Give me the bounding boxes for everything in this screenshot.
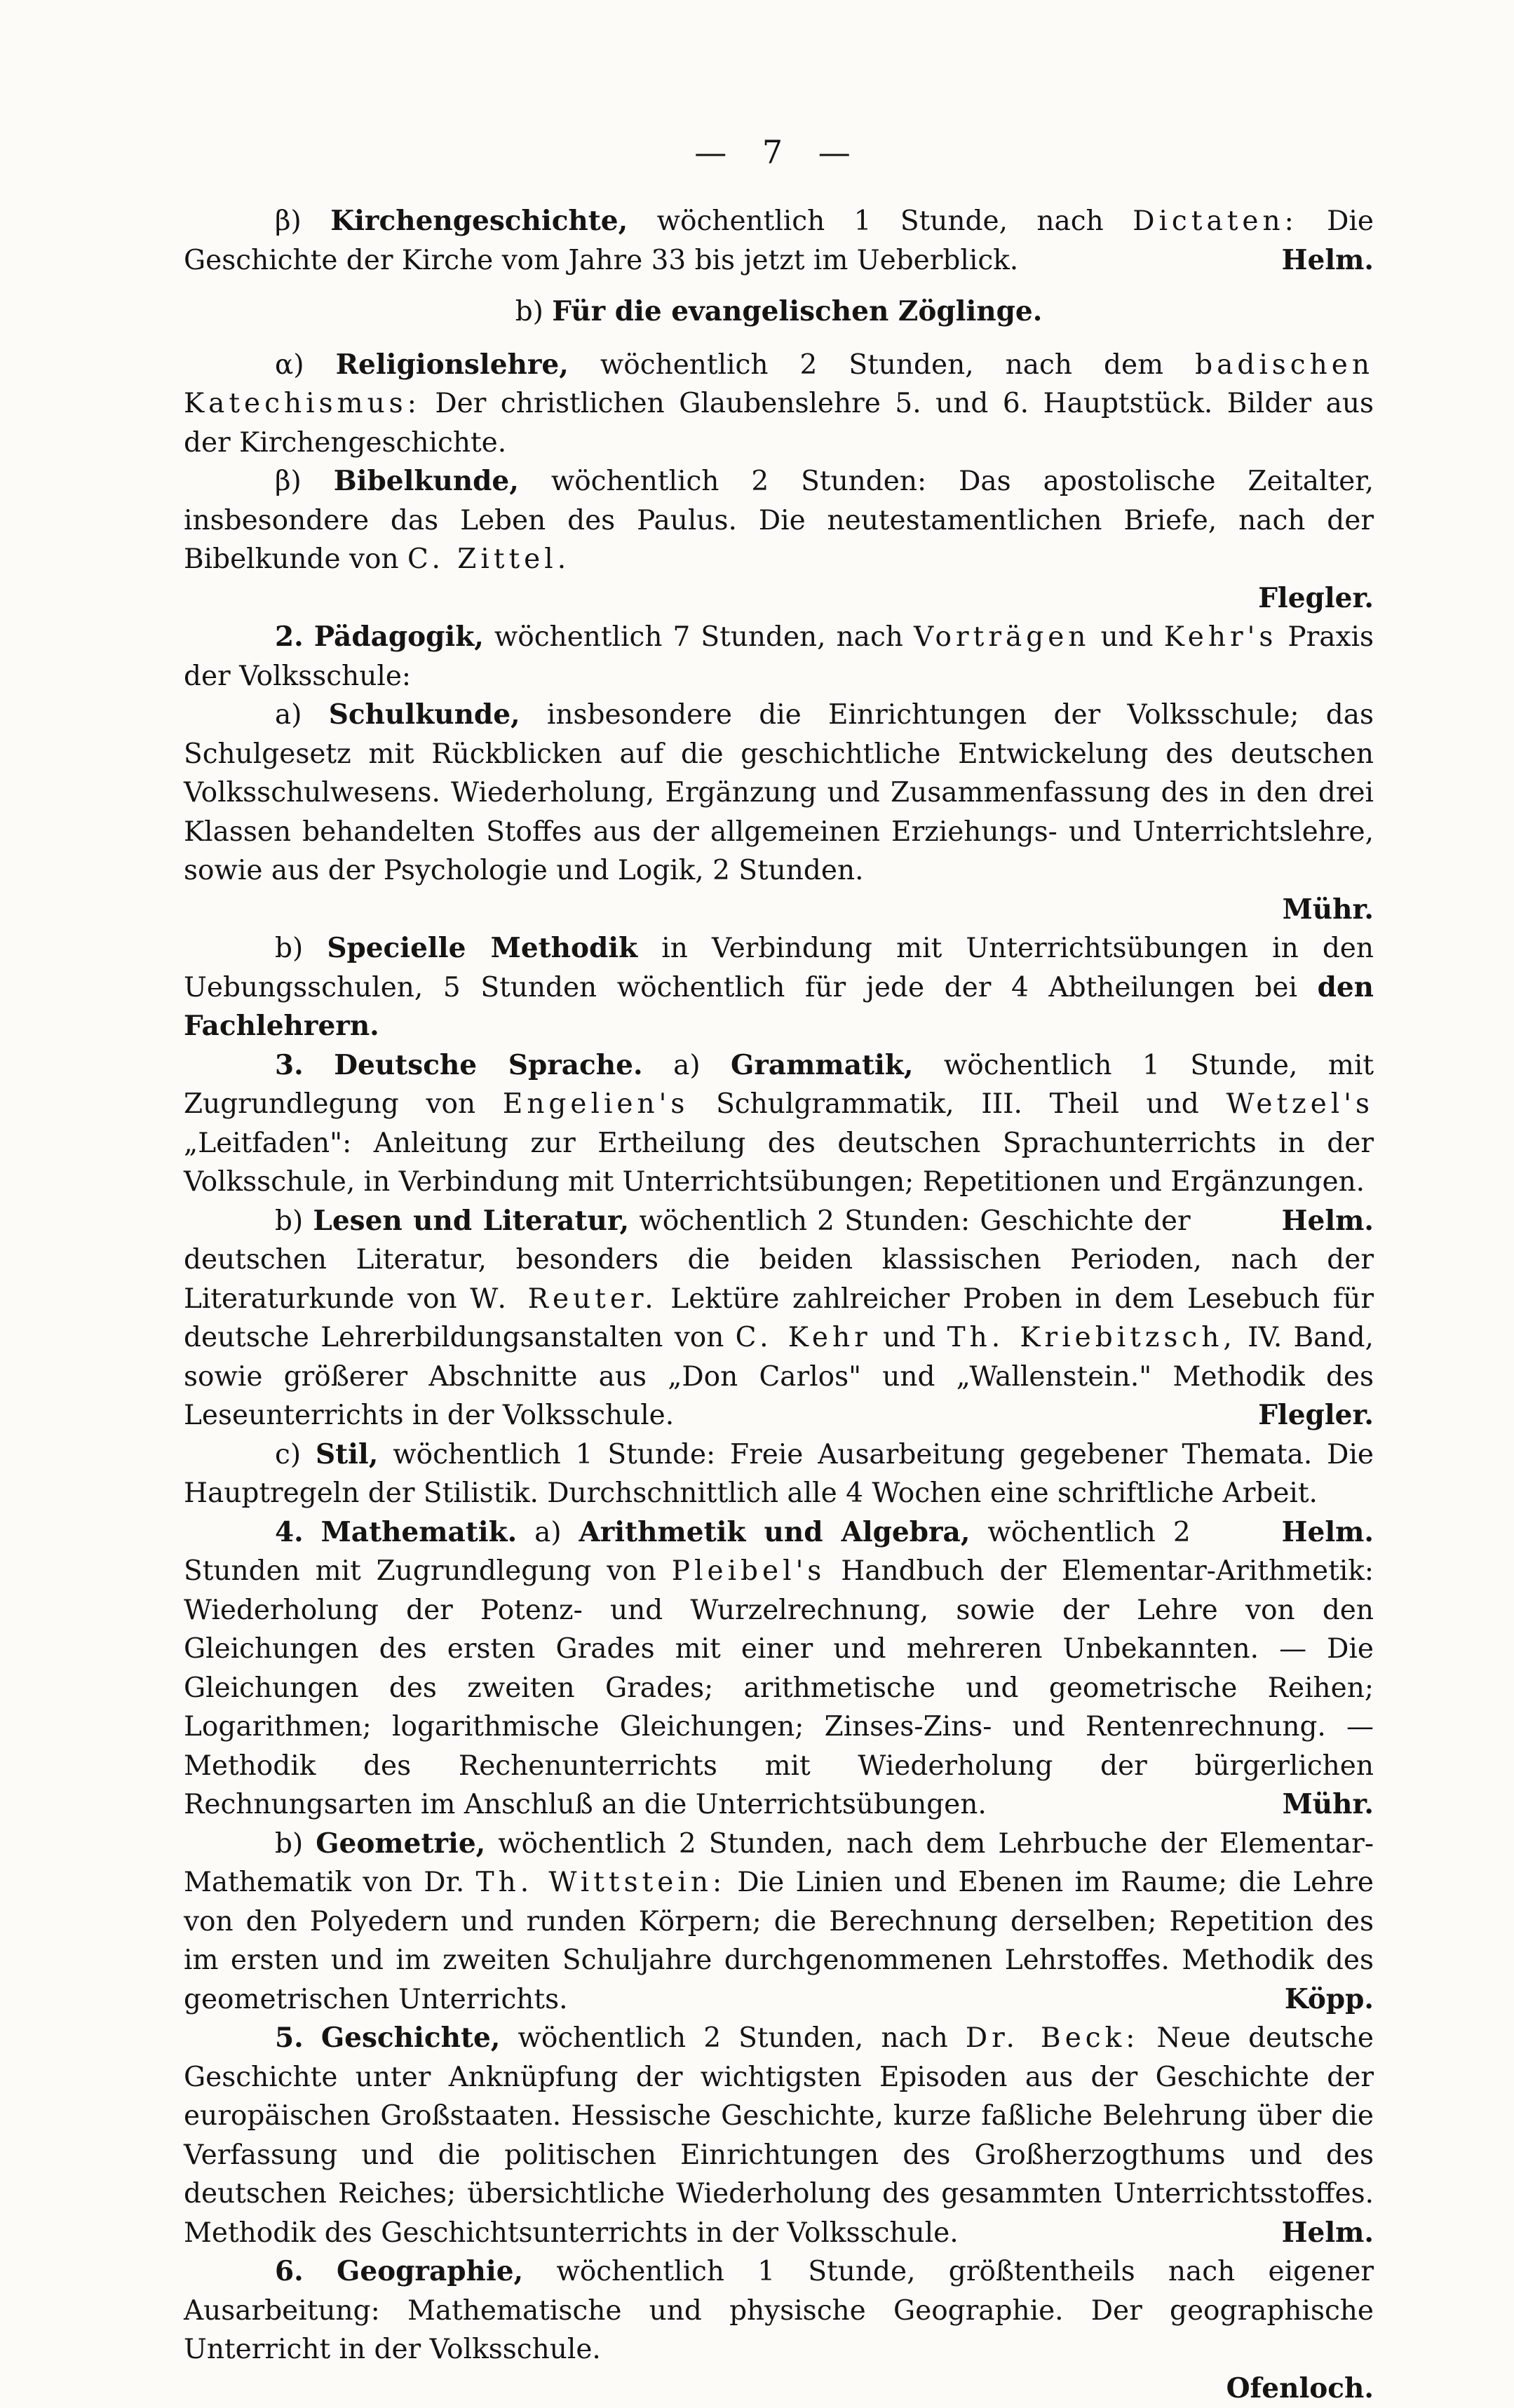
paragraph-bibelkunde [184,462,1374,579]
body-text: Praxis der Volksschule: [184,621,1374,692]
body-text: insbesondere die Einrichtungen der Volksschule; das Schulgesetz mit Rückblicken auf die geschichtliche Entwickelung des deutschen Volksschulwesens. Wiederholung, Ergänzung und Zusammenfassung des in den drei Klassen behandelten Stoffes aus der allgemeinen Erziehungs- und Unterrichtslehre, sowie aus der Psychologie und Logik, 2 Stunden. [184,699,1374,886]
body-text: wöchentlich 1 Stunde, größtentheils nach eigener Ausarbeitung: Mathematische und physische Geographie. Der geographische Unterricht in der Volksschule. [184,2256,1374,2365]
section-heading-geographie: Geographie, [337,2255,523,2287]
subsection-heading-arithmetik: Arithmetik und Algebra, [579,1516,971,1548]
teacher-name: Helm. [1191,1513,1374,1553]
subsection-evangelisch [184,292,1374,332]
paragraph-religionslehre [184,346,1374,463]
spaced-text: Dictaten: [1133,205,1298,237]
body-text: in Verbindung mit Unterrichtsübungen in den Uebungsschulen, 5 Stunden wöchentlich für jede der 4 Abtheilungen bei [184,933,1374,1003]
section-heading-deutsch: Deutsche Sprache. [334,1049,642,1081]
paragraph-geographie [184,2252,1374,2369]
section-heading-paedagogik: Pädagogik, [314,621,484,653]
item-label: a) [673,1050,700,1081]
section-heading-bibelkunde: Bibelkunde, [334,465,519,497]
section-heading-kirchengeschichte: Kirchengeschichte, [330,205,628,237]
body-text: wöchentlich 2 Stunden, nach [518,2022,947,2054]
item-label: b) [275,933,303,964]
body-text: Die Linien und Ebenen im Raume; die Lehre von den Polyedern und runden Körpern; die Berechnung derselben; Repetition des im ersten und im zweiten Schuljahre durchgenommenen Lehrstoffes. Methodik des geometrischen Unterrichts. [184,1867,1374,2015]
item-label: c) [275,1439,301,1470]
item-label: β) [275,466,302,497]
item-label: b) [275,1828,303,1860]
section-heading-stil: Stil, [316,1438,378,1470]
teacher-name: den Fachlehrern. [184,971,1374,1043]
body-text: wöchentlich 2 Stunden: Geschichte der deutschen Literatur, besonders die beiden klassischen Perioden, nach der Literaturkunde von [184,1205,1374,1315]
spaced-text: Wetzel's [1226,1088,1374,1120]
spaced-text: badischen Katechismus: [184,349,1374,420]
body-text: wöchentlich 2 Stunden mit Zugrundlegung von [184,1517,1191,1588]
spaced-text: Vorträgen [914,621,1090,653]
spaced-text: Engelien's [503,1088,689,1120]
paragraph-methodik [184,929,1374,1046]
item-label: b) [515,296,543,327]
body-text: wöchentlich 1 Stunde: Freie Ausarbeitung gegebener Themata. Die Hauptregeln der Stilistik. Durchschnittlich alle 4 Wochen eine schriftliche Arbeit. [184,1439,1374,1510]
body-text: wöchentlich 7 Stunden, nach [494,621,903,653]
body-text: Neue deutsche Geschichte unter Anknüpfung der wichtigsten Episoden aus der Geschichte der europäischen Großstaaten. Hessische Geschichte, kurze faßliche Belehrung über die Verfassung und die politischen Einrichtungen des Großherzogthums und des deutschen Reiches; übersichtliche Wiederholung des gesammten Unterrichtsstoffes. Methodik des Geschichtsunterrichts in der Volksschule. [184,2022,1374,2249]
paragraph-mathematik [184,1513,1374,1825]
teacher-name: Helm. [1191,241,1374,280]
paragraph-geschichte [184,2019,1374,2252]
body-text: wöchentlich 2 Stunden, nach dem [600,349,1163,381]
section-number: 4. [275,1516,304,1548]
subsection-heading-grammatik: Grammatik, [731,1049,913,1081]
body-text: und [883,1322,935,1353]
item-label: a) [534,1517,561,1548]
item-label: a) [275,699,302,731]
section-heading-religionslehre: Religionslehre, [336,349,569,381]
spaced-text: C. Kehr [736,1322,872,1353]
spaced-text: Pleibel's [672,1555,826,1587]
body-text: IV. Band, sowie größerer Abschnitte aus „Don Carlos" und „Wallenstein." Methodik des Leseunterrichts in der Volksschule. [184,1322,1374,1431]
body-text: Handbuch der Elementar-Arithmetik: Wiederholung der Potenz- und Wurzelrechnung, sowie der Lehre von den Gleichungen des ersten Grades mit einer und mehreren Unbekannten. — Die Gleichungen des zweiten Grades; arithmetische und geometrische Reihen; Logarithmen; logarithmische Gleichungen; Zinses-Zins- und Rentenrechnung. — Methodik des Rechenunterrichts mit Wiederholung der bürgerlichen Rechnungsarten im Anschluß an die Unterrichtsübungen. [184,1555,1374,1820]
body-text: wöchentlich 1 Stunde, nach [657,205,1104,237]
item-label: b) [275,1205,303,1237]
teacher-name: Ofenloch. [184,2369,1374,2408]
item-label: α) [275,349,304,381]
body-text: Die Geschichte der Kirche vom Jahre 33 bis jetzt im Ueberblick. [184,205,1374,276]
spaced-text: Th. Kriebitzsch, [947,1322,1236,1353]
paragraph-geometrie [184,1825,1374,2020]
body-text: und [1100,621,1153,653]
section-number: 5. [275,2022,304,2054]
spaced-text: C. Zittel. [407,543,570,575]
section-heading-literatur: Lesen und Literatur, [313,1205,629,1237]
spaced-text: Th. Wittstein: [476,1867,726,1898]
teacher-name: Köpp. [1194,1980,1374,2020]
section-heading-geometrie: Geometrie, [316,1827,485,1860]
body-text: wöchentlich 1 Stunde, mit Zugrundlegung von [184,1050,1374,1121]
section-number: 3. [275,1049,304,1081]
body-text: wöchentlich 2 Stunden, nach dem Lehrbuche der Elementar-Mathematik von Dr. [184,1828,1374,1899]
teacher-name: Mühr. [184,891,1374,930]
teacher-name: Helm. [1191,1202,1374,1241]
teacher-name: Helm. [1191,2214,1374,2253]
body-text: wöchentlich 2 Stunden: Das apostolische Zeitalter, insbesondere das Leben des Paulus. Die neutestamentlichen Briefe, nach der Bibelkunde von [184,466,1374,575]
paragraph-kirchengeschichte [184,202,1374,280]
teacher-name: Flegler. [184,579,1374,618]
paragraph-paedagogik [184,618,1374,696]
paragraph-stil [184,1435,1374,1513]
body-text: Lektüre zahlreicher Proben in dem Lesebuch für deutsche Lehrerbildungsanstalten von [184,1283,1374,1354]
body-text: Der christlichen Glaubenslehre 5. und 6. Hauptstück. Bilder aus der Kirchengeschichte. [184,388,1374,459]
section-heading-geschichte: Geschichte, [321,2022,501,2054]
section-heading-mathematik: Mathematik. [321,1516,518,1548]
teacher-name: Flegler. [1167,1396,1374,1435]
section-heading-methodik: Specielle Methodik [327,932,637,964]
body-text: Schulgrammatik, III. Theil und [716,1088,1199,1120]
body-text: „Leitfaden": Anleitung zur Ertheilung des deutschen Sprachunterrichts in der Volksschule, in Verbindung mit Unterrichtsübungen; Repetitionen und Ergänzungen. [184,1128,1374,1198]
page-number: — 7 — [184,133,1374,171]
paragraph-schulkunde [184,696,1374,891]
item-label: β) [275,205,302,237]
section-number: 2. [275,621,304,653]
section-heading-schulkunde: Schulkunde, [329,698,520,731]
spaced-text: Dr. Beck: [966,2022,1140,2054]
spaced-text: Kehr's [1164,621,1278,653]
section-number: 6. [275,2255,304,2287]
teacher-name: Mühr. [1191,1785,1374,1825]
subsection-heading: Für die evangelischen Zöglinge. [552,295,1042,327]
spaced-text: W. Reuter. [470,1283,657,1315]
paragraph-deutsch [184,1046,1374,1202]
